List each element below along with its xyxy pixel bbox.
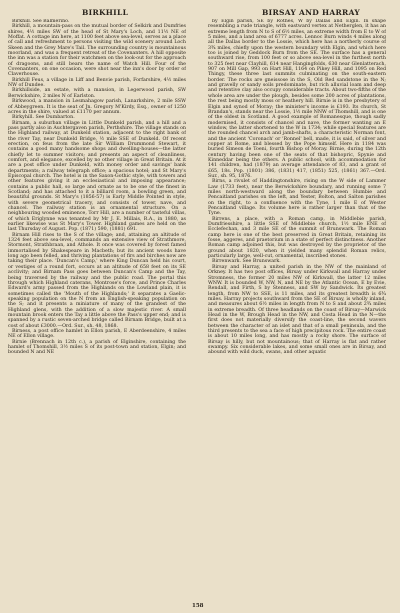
entry-paragraph: Birkwood, a mansion in Lesmahagow parish, Lanarkshire, 2 mile SSW of Abbeygreen. It is the seat of Jn. Gregory M'Kirdy, Esq., owner of 1250 acres in the shire, valued at £1170 per annum. (8, 99, 186, 115)
entry-paragraph: Birkyhill. See Dumbarton. (12, 115, 75, 121)
right-running-header: BIRSAY AND HARRAY (262, 8, 360, 17)
entry-paragraph: Birsay and Harray, a united parish in the NW of the mainland of Orkney. It has two post offices, Birsay under Kirkwall and Harray under Stromness, the former 20 miles NW of Kirkwall, the latter 12 miles WNW. It is bounded W, NW, N, and NE by the Atlantic Ocean, E by Evie, Rendall, and Firth, S by Stenness, and SW by Sandwick. Its greatest length, from NW to SSE, is 11 miles, and its greatest breadth is 6¾ miles. Harray projects southward from the SE of Birsay, is wholly inland, and measures about 6½ miles in length from N to S and about 2¾ miles in extreme breadth. Of three headlands on the coast of Birsay—Marwick Head in the W, Brough Head in the NW, and Costa Head in the N—the first does not materially diversify the coast-line, the second wavers between the character of an islet and that of a small peninsula, and the third presents to the sea a face of high precipitous rock. The entire coast is about 10 miles long, and has mostly a rocky shore. The surface of Birsay is hilly, but not mountainous; that of Harray is flat and rather swampy. Six considerable lakes, and some small ones are in Birsay, and abound with wild duck, swans, and other aquatic (208, 264, 386, 356)
left-column (8, 19, 186, 603)
entry-paragraph: Birkhill Feus, a village in Liff and Benvie parish, Forfarshire, 4½ miles NW of Dundee. (8, 77, 186, 89)
entry-paragraph: Birnam Hill rises to the S of the village; and, attaining an altitude of 1324 feet above sea-level, commands an extensive view of Strathmore, Stormont, Strathbraan, and Athole. It once was covered by forest famed immortalised by Shakespeare in Macbeth; but its ancient woods have long ago been felled, and thriving plantations of firs and birches now are taking their place. 'Duncan's Camp,' where King Duncan held his court, or vestiges of a round fort, occurs at an altitude of 658 feet on its SE acclivity; and Birnam Pass goes between Duncan's Camp and the Tay, being traversed by the railway and the public road. The portal this through which Highland caterans, Montrose's force, and Prince Charles Edward's army passed from the Highlands on the Lowland plain, it is sometimes called the 'Mouth of the Highlands;' it separates a Gaelic-speaking population on the N from an English-speaking population on the S; and it presents a miniature of many of the grandest of the Highland glens, with the addition of a slow majestic river. A small mountain brook enters the Tay a little above the Pass's upper end; and is spanned by a rustic seven-arched bridge called Birnam Bridge, built at a cost of about £3000.—Ord. Sur., sh. 48, 1868. (8, 232, 186, 329)
right-column (208, 19, 386, 603)
entry-paragraph: by Elgin parish, SE by Rothes, W by Dallas and Elgin. In shape resembling a rude triangle, with eastward vertex at Netherglen, it has an extreme length from N to S of 6½ miles, an extreme width from E to W of 5 miles, and a land area of 6777 acres. Lennoc Burn winds 4 miles along all the Dallas border to the Lossie, which here has a northerly course of 3¾ miles, chiefly upon the western boundary with Elgin, and which here too is joined by Geddock Burn from the SE. The surface has a general southward rise, from 100 feet or so above sea-level in the furthest north to 325 feet near Clayhill, 614 near Hangingfolds, 630 near Glenlatterach, 907 on Mill Gap, 993 on Hart Hill, 1164 on Pikey Hill, and 1095 on Red Thingy, these three last summits culminating on the south-eastern border. The rocks are gneissose in the S, Old Red sandstone in the N; and gravelly or sandy soils predominate, but rich alluvial loam and deep and retentive clay also occupy considerable tracts. About two-fifths of the whole area are under the plough, besides some 200 acres of plantations, the rest being mostly moss or heathery hill. Birnie is in the presbytery of Elgin and synod of Moray; the minister's income is £193. Its church, St Brandan's, stands near the Lossie, 1½ mile NNW of Thomshill, and is one of the oldest in Scotland. A good example of Romanesque, though sadly modernised, it consists of chancel and nave, the former wanting an E window, the latter shortened to the W in 1734; while special features are the rounded chancel arch and jamb-shafts, a characteristic Norman font, and the ancient 'Coronach' or 'Ronnel' bell, made, it is said, of silver and copper at Rome, and blessed by the Pope himself. Here in 1184 was buried Simeon de Toeni, fourth Bishop of Moray. Birnie, during the 12th century having been one of the seats of that bishopric, Spynie and Kinneddar being the others. A public school, with accommodation for 141 children, had (1879) an average attendance of 83, and a grant of £65, 18s. Pop. (1801) 386, (1831) 417, (1851) 525, (1861) 367.—Ord. Sur., sh. 95, 1876. (208, 19, 386, 179)
page-number: 158 (192, 603, 204, 609)
entry-paragraph: Birrens, a place, with a Roman camp, in Middlebie parish, Dumfriesshire, a little SSE of Middlebie church, 1½ mile ENE of Ecclefechan, and 3 mile SE of the summit of Brunswark. The Roman camp here is one of the best preserved in Great Britain, retaining its fosse, aggeres, and praetorium in a state of perfect distinctness. Another Roman camp adjoined this, but was destroyed by the proprietor of the ground about 1820, when it yielded many splendid Roman relics, particularly large, well-cut, ornamental, inscribed stones. (208, 216, 386, 260)
entry-paragraph: Birnam, a suburban village in Little Dunkeld parish, and a hill and a pass partly also in Auchtergaven parish, Perthshire. The village stands on the Highland railway, at Dunkeld station, adjacent to the right bank of the river Tay, near Dunkeld Bridge, ½ mile SSE of Dunkeld. Of recent erection, on feus from the late Sir William Drummond Stewart, it contains a good many handsome shops and dwelling-houses—the latter chiefly let to summer visitors; and presents an aspect of cleanliness, comfort, and elegance, excelled by no other village in Great Britain. At it are a post office under Dunkeld, with money order and savings' bank departments; a railway telegraph office; a spacious hotel; and St Mary's Episcopal church. The hotel is in the Saxon-Gothic style, with towers and other features giving it an ecclesiastical and imposing appearance; contains a public hall, so large and ornate as to be one of the finest in Scotland; and has attached to it a billiard room, a bowling green, and beautiful grounds. St Mary's (1856-57) is Early Middle Pointed in style, with severe geometrical tracery, and consists of tower, nave, and chancel. The railway station is an ornamental structure. On a neighbouring wooded eminence, Torr Hill, are a number of tasteful villas, of which Eriglynne was tenanted by Mr J. E. Millais, R.A., in 1880, as earlier likewise was St Mary's Tower. Highland games are held on the last Thursday of August. Pop. (1871) 590, (1881) 691. (8, 120, 186, 233)
entry-paragraph: Birrenwark. See Brunswark. (212, 259, 281, 265)
entry-paragraph: Birnie (Brennach in 12th c.), a parish of Elginshire, containing the hamlet of Thomshill, 3½ miles S of its post-town and station, Elgin; and bounded N and NE (8, 339, 186, 356)
left-running-header: BIRKHILL (82, 8, 129, 17)
entry-paragraph: Birns, a rivulet of Haddingtonshire, rising on the W side of Lammer Law (1733 feet), near the Berwickshire boundary, and running some 7 miles north-westward along the boundary between Humbie and Pencaitland parishes on the left, and Yester, Bolton, and Salton parishes on the right, to a confluence with the Tyne, 1 mile E of Wester Pencaitland village. Its volume here is rather larger than that of the Tyne. (208, 179, 386, 217)
entry-paragraph: Birkhill, a mountain-pass on the mutual border of Selkirk and Dumfries shires, 4½ miles SW of the head of St Mary's Loch, and 11½ NE of Moffat. A cottage inn here, at 1100 feet above sea-level, serves as a place of call and refreshment to persons visiting the wild scenery around Loch Skeen and the Grey Mare's Tail. The surrounding country is mountainous moorland, and was a frequent retreat of the Covenanters. A hill opposite the inn was a station for their watchmen on the look-out for the approach of dragoons, and still bears the name of Watch Hill. Four of the Covenanters, on one occasion, were shot near the inn's door by order of Claverhouse. (8, 24, 186, 78)
entry-paragraph: Birkhill. See Balmerino. (12, 19, 70, 24)
entry-paragraph: Birkhillside, an estate, with a mansion, in Legerwood parish, SW Berwickshire, 2 miles N of Earlston. (8, 88, 186, 99)
entry-paragraph: Birness, a post office hamlet in Ellon parish, E Aberdeenshire, 4 miles NE of Ellon village. (8, 328, 186, 340)
